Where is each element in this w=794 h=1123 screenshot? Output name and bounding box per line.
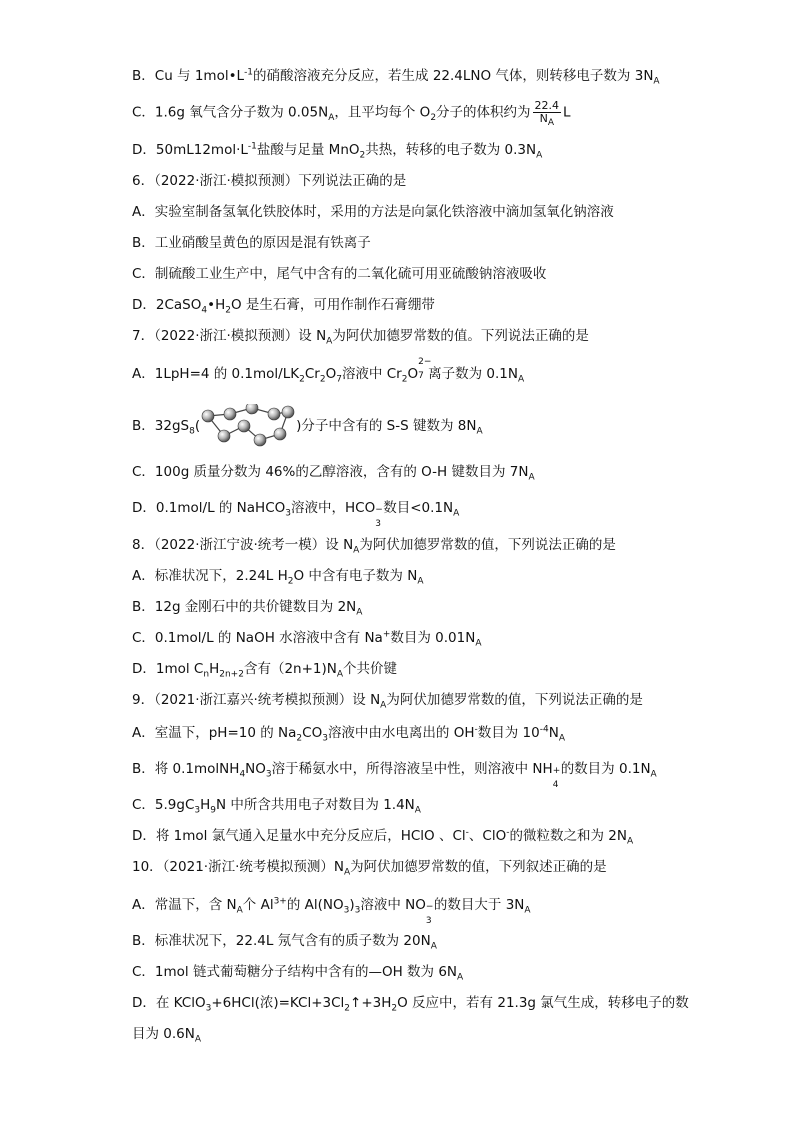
option-10a: A．常温下，含 $N_A$个 $Al^{3+}$的 $Al(NO_3)_3$溶液中 NO − 3 的数目大于 $3N_A$: [132, 896, 531, 926]
option-10b: B．标准状况下，22.4L 氖气含有的质子数为 $20N_A$: [132, 933, 437, 952]
option-10c: C．1mol 链式葡萄糖分子结构中含有的—OH 数为 $6N_A$: [132, 964, 464, 983]
option-9d: D．将 1mol 氯气通入足量水中充分反应后，HClO 、Cl-、ClO-的微粒数之和为 $2N_A$: [132, 827, 634, 847]
option-9b: B．将 $0.1molNH_4NO_3$溶于稀氨水中，所得溶液呈中性，则溶液中 NH + 4 的数目为 $0.1N_A$: [132, 761, 657, 790]
option-5c: C．1.6g 氧气含分子数为 $0.05N_A$，且平均每个 $O_2$分子的体积约为 $\frac{22.4}{N_A}$ L: [132, 99, 571, 129]
option-7b: B．$32gS_8$( )分子中含有的 S-S 键数为 $8N_A$: [132, 404, 734, 448]
question-9-stem: 9．（2021·浙江嘉兴·统考模拟预测）设 $N_A$为阿伏加德罗常数的值，下列说法正确的是: [132, 692, 643, 711]
option-7c: C．100g 质量分数为 46%的乙醇溶液，含有的 O-H 键数目为 $7N_A$: [132, 464, 535, 483]
question-10-stem: 10．（2021·浙江·统考模拟预测）$N_A$为阿伏加德罗常数的值，下列叙述正确的是: [132, 859, 607, 878]
option-9a: A．室温下，pH=10 的 $Na_2CO_3$溶液中由水电离出的 OH-数目为 $10^{-4}N_A$: [132, 724, 566, 744]
option-6a: A．实验室制备氢氧化铁胶体时，采用的方法是向氯化铁溶液中滴加氢氧化钠溶液: [132, 204, 614, 220]
option-5d: D．$50mL12mol\cdot L^{-1}$盐酸与足量 MnO$_2$共热，转移的电子数为 $0.3N_A$: [132, 141, 543, 161]
option-6d: D．$2CaSO_4•H_2O$ 是生石膏，可用作制作石膏绷带: [132, 297, 435, 316]
option-5b: B．Cu 与 $1mol•L^{-1}$的硝酸溶液充分反应，若生成 22.4LNO 气体，则转移电子数为 $3N_A$: [132, 67, 660, 87]
option-7a: A．1LpH=4 的 $0.1mol/LK_2Cr_2O_7$溶液中 $Cr_2O$ 2− 7 离子数为 $0.1N_A$: [132, 357, 525, 385]
question-6-stem: 6．（2022·浙江·模拟预测）下列说法正确的是: [132, 173, 407, 189]
s8-crown-molecule-icon: [200, 404, 296, 448]
question-8-stem: 8．（2022·浙江宁波·统考一模）设 $N_A$为阿伏加德罗常数的值，下列说法正确的是: [132, 537, 616, 556]
option-10d-cont: 目为 $0.6N_A$: [132, 1026, 202, 1045]
option-9c: C．$5.9gC_3H_9N$ 中所含共用电子对数目为 $1.4N_A$: [132, 797, 421, 816]
option-8c: C．0.1mol/L 的 NaOH 水溶液中含有 Na+数目为 $0.01N_A$: [132, 629, 482, 649]
option-7d: D．0.1mol/L 的 NaHCO$_3$溶液中，HCO − 3 数目$<0.1N_A$: [132, 500, 460, 529]
option-8d: D．1mol $C_nH_{2n+2}$含有$(2n+1)N_A$个共价键: [132, 661, 398, 680]
fraction: $\frac{22.4}{N_A}$: [534, 99, 560, 129]
option-6b: B．工业硝酸呈黄色的原因是混有铁离子: [132, 235, 371, 251]
question-7-stem: 7．（2022·浙江·模拟预测）设 $N_A$为阿伏加德罗常数的值。下列说法正确的是: [132, 328, 589, 347]
option-8a: A．标准状况下，2.24L $H_2O$ 中含有电子数为 $N_A$: [132, 568, 424, 587]
option-6c: C．制硫酸工业生产中，尾气中含有的二氧化硫可用亚硫酸钠溶液吸收: [132, 266, 547, 282]
option-8b: B．12g 金刚石中的共价键数目为 $2N_A$: [132, 599, 363, 618]
option-10d: D．在 KClO$_3$+6HCl(浓)$=KCl+3Cl_2↑+3H_2O$ 反应中，若有 21.3g 氯气生成，转移电子的数: [132, 995, 689, 1014]
